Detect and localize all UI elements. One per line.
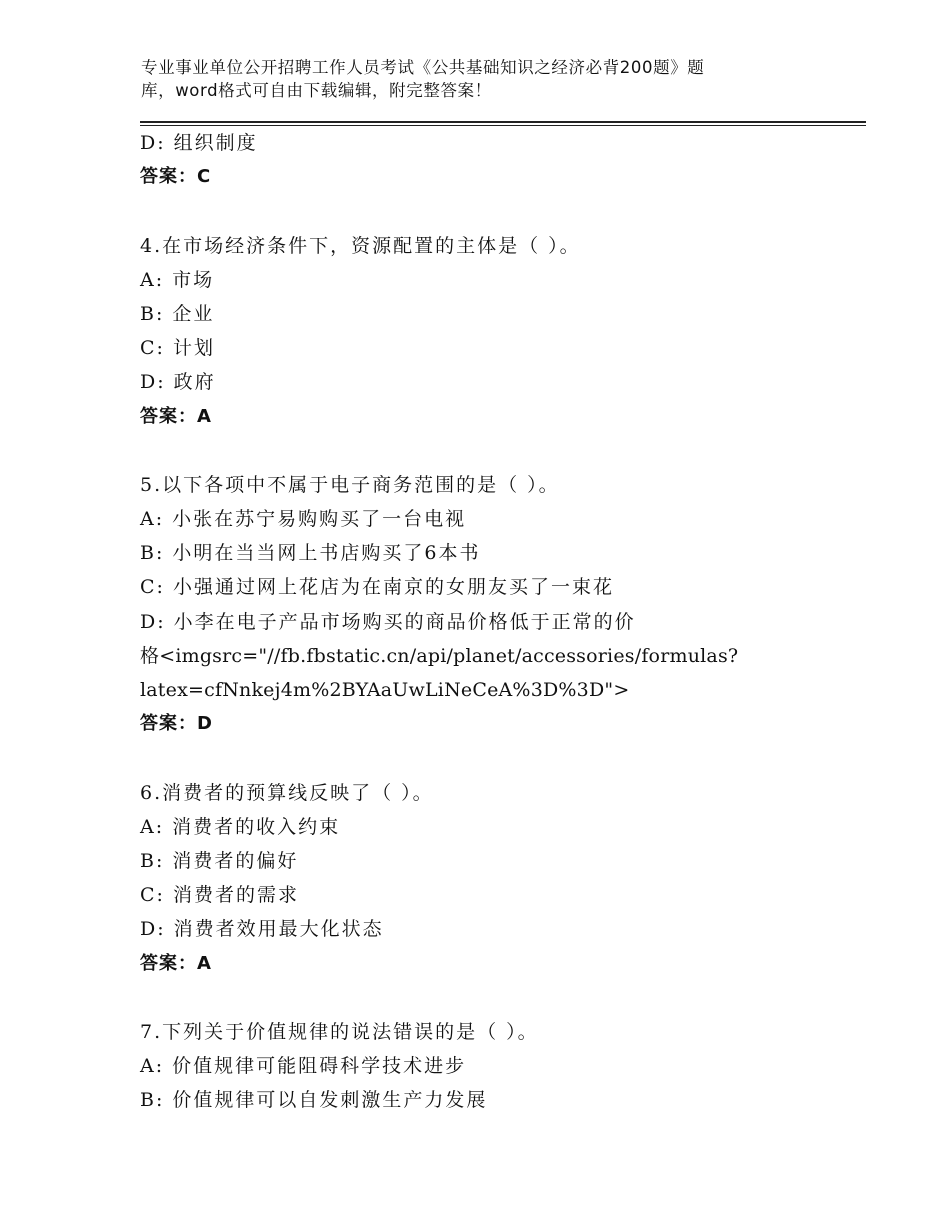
- header-divider-thick: [140, 121, 866, 123]
- q4-option-b: B: 企业: [140, 302, 215, 325]
- q4-stem: 4.在市场经济条件下，资源配置的主体是（ ）。: [140, 234, 581, 257]
- q6-option-d: D: 消费者效用最大化状态: [140, 918, 384, 941]
- q5-option-d-cont-2: latex=cfNnkej4m%2BYAaUwLiNeCeA%3D%3D">: [140, 679, 630, 701]
- q5-stem: 5.以下各项中不属于电子商务范围的是（ ）。: [140, 473, 560, 496]
- q5-option-a: A: 小张在苏宁易购购买了一台电视: [140, 508, 467, 531]
- q4-option-d: D: 政府: [140, 371, 216, 394]
- q4-option-a: A: 市场: [140, 268, 215, 291]
- q5-option-b: B: 小明在当当网上书店购买了6本书: [140, 542, 481, 565]
- q6-stem: 6.消费者的预算线反映了（ ）。: [140, 781, 434, 804]
- q7-stem: 7.下列关于价值规律的说法错误的是（ ）。: [140, 1020, 539, 1043]
- q6-option-a: A: 消费者的收入约束: [140, 815, 341, 838]
- q4-option-c: C: 计划: [140, 337, 215, 360]
- q5-option-d: D: 小李在电子产品市场购买的商品价格低于正常的价: [140, 610, 636, 633]
- prev-option-d: D: 组织制度: [140, 132, 258, 154]
- q7-option-a: A: 价值规律可能阻碍科学技术进步: [140, 1055, 467, 1078]
- q6-option-b: B: 消费者的偏好: [140, 849, 299, 872]
- question-list: [140, 126, 870, 1117]
- header-line-1: 专业事业单位公开招聘工作人员考试《公共基础知识之经济必背200题》题: [141, 58, 705, 77]
- q4-answer: 答案：A: [140, 405, 212, 427]
- q5-answer: 答案：D: [140, 713, 213, 735]
- prev-answer: 答案：C: [140, 166, 212, 188]
- q6-option-c: C: 消费者的需求: [140, 884, 299, 907]
- document-header: [141, 56, 781, 102]
- q6-answer: 答案：A: [140, 952, 212, 974]
- q5-option-c: C: 小强通过网上花店为在南京的女朋友买了一束花: [140, 576, 614, 599]
- q7-option-b: B: 价值规律可以自发刺激生产力发展: [140, 1089, 488, 1112]
- q5-option-d-cont-1: 格<imgsrc="//fb.fbstatic.cn/api/planet/accessories/formulas?: [140, 644, 739, 667]
- header-line-2: 库，word格式可自由下载编辑，附完整答案！: [141, 81, 492, 100]
